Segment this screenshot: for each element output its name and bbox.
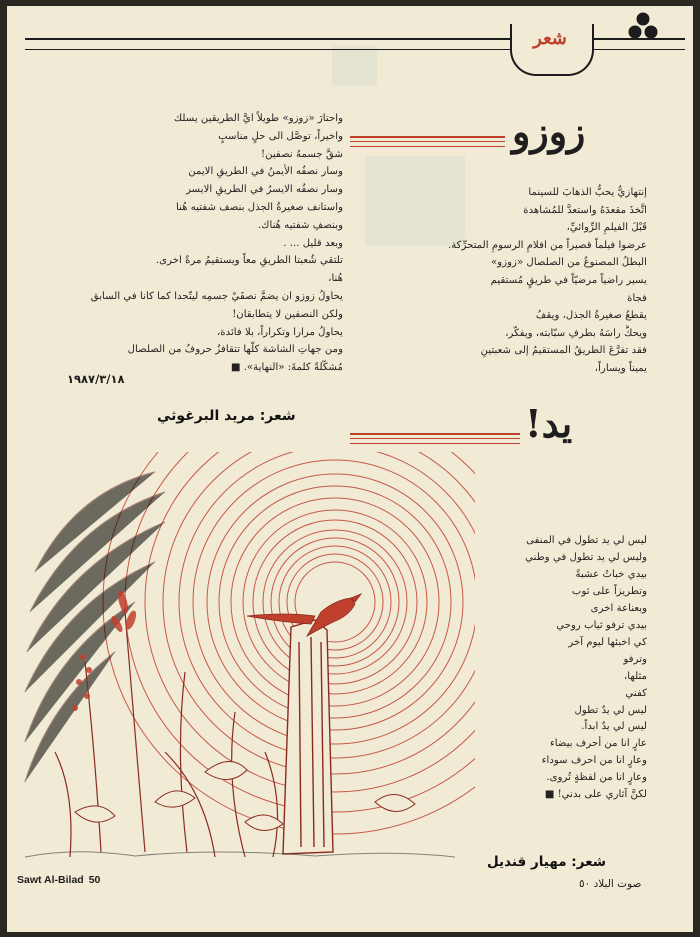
- verse-line: ليس لي يدٌ تطول: [574, 704, 647, 716]
- verse-line: قَبْلَ الفيلمِ الرِّوائيِّ،: [566, 222, 647, 234]
- title-underline: [350, 146, 505, 147]
- title-underline: [350, 433, 520, 439]
- verse-line: وبنصفِ شفتيه هُناك.: [257, 219, 343, 231]
- verse-line: ولكن النصفين لا يتطابقان!: [232, 308, 343, 320]
- poem-zozo-verse-part-1: [407, 184, 647, 378]
- magazine-page: [7, 6, 693, 932]
- poet-byline: شعر: مهيار قنديل: [487, 854, 606, 870]
- title-underline: [350, 443, 520, 444]
- verse-line: وبعد قليل ... .: [283, 237, 343, 249]
- verse-line: وسار نصفُه الأيمنُ في الطريقِ الايمن: [188, 166, 343, 178]
- verse-line: وعارٍ انا من احرف سوداء: [541, 755, 647, 767]
- verse-line: عرضوا فيلماً قصيراً من افلامِ الرسومِ المتحرِّكة.: [447, 239, 647, 251]
- verse-line: ليس لي يدٌ ابداً.: [581, 721, 647, 733]
- footer-publication: [17, 874, 100, 886]
- verse-line: مثلها،: [624, 670, 647, 682]
- verse-line: كفني: [625, 687, 647, 699]
- verse-line: اتَّخذَ مقعدَهُ واستعدَّ للمُشاهدة: [523, 204, 647, 216]
- verse-line: تلتقي شُعبتا الطريقِ معاً ويستقيمُ مرةً اخرى.: [155, 255, 343, 267]
- verse-line: ليس لي يد تطول في المنفى: [526, 535, 647, 546]
- title-underline: [350, 136, 505, 142]
- verse-line: يحاولُ زوزو ان يضمَّ نصفَيْ جسمِه ليتّحدا كما كانا في السابق: [90, 290, 343, 302]
- verse-line: واستانف صغيرةُ الجذل بنصف شفتيه هُنا: [175, 201, 343, 213]
- verse-line: كي اخبئها ليوم آخر: [568, 636, 647, 648]
- poem-zozo-verse-part-2: [58, 110, 343, 377]
- poem-title-yad: يد!: [525, 401, 573, 446]
- verse-line: وتطريزاً على ثوب: [571, 585, 647, 597]
- verse-line: ويحكُّ راسَهُ بطرفِ سبّابته، ويفكّر،: [505, 327, 647, 339]
- trefoil-logo-icon: [625, 11, 661, 43]
- poem-date: ١٩٨٧/٣/١٨: [67, 372, 125, 386]
- section-label: شعر: [533, 28, 567, 49]
- verse-line: يميناً ويساراً،: [594, 362, 647, 374]
- verse-line: فقد تفرَّعَ الطريقُ المستقيمُ إلى شعبتينِ: [480, 345, 647, 357]
- verse-line: مُشكّلةً كلمةَ: «النهاية». ■: [230, 362, 343, 374]
- verse-line: البطلُ المصنوعُ من الصلصال «زوزو»: [491, 257, 647, 269]
- verse-line: وسار نصفُه الايسرُ في الطريقِ الايسر: [186, 184, 343, 196]
- verse-line: واحتارَ «زوزو» طويلاً ايَّ الطريقين يسلك: [173, 113, 343, 124]
- verse-line: وترفو: [623, 653, 647, 665]
- verse-line: شقَّ جسمهُ نصفين!: [261, 148, 343, 160]
- verse-line: عارٍ انا من أحرف بيضاء: [550, 738, 647, 750]
- background-stain: [332, 46, 377, 86]
- verse-line: لكنَّ آثاري على بدني! ■: [544, 789, 647, 801]
- footer-page-label-arabic: صوت البلاد ٥٠: [579, 878, 642, 890]
- poet-byline: شعر: مريد البرغوثي: [157, 408, 296, 424]
- verse-line: وعارٍ انا من لفظةٍ تُروى.: [546, 772, 647, 784]
- verse-line: يقطعُ صغيرةُ الجذل، ويقفُ: [535, 310, 647, 322]
- poem-title-zozo: زوزو: [512, 109, 586, 154]
- verse-line: يحاولُ مرارا وتكراراً، بلا فائدة،: [216, 326, 343, 338]
- verse-line: واخيراً، توصَّل الى حلٍ مناسبٍ: [218, 130, 343, 142]
- bird-illustration: [15, 452, 475, 872]
- verse-line: بيدي خباتُ عشبةً: [575, 568, 647, 580]
- verse-line: إنتهازيٌّ يحبُّ الذهابَ للسينما: [528, 187, 647, 198]
- verse-line: بيدي ترفو ثياب روحي: [556, 619, 647, 631]
- verse-line: وبعناعة اخرى: [590, 602, 647, 614]
- verse-line: وليس لي يد تطول في وطني: [525, 551, 647, 563]
- verse-line: فجاة: [627, 292, 647, 304]
- verse-line: هُنا،: [328, 273, 343, 285]
- footer-publication-name: Sawt Al-Bilad: [17, 874, 84, 886]
- verse-line: يسير راضياً مرضيّاً في طريقٍ مُستقيم: [490, 274, 647, 286]
- footer-page-number: 50: [88, 874, 101, 886]
- verse-line: ومن جهاتِ الشاشة كلّها تتقافزُ حروفُ من الصلصال: [127, 344, 343, 356]
